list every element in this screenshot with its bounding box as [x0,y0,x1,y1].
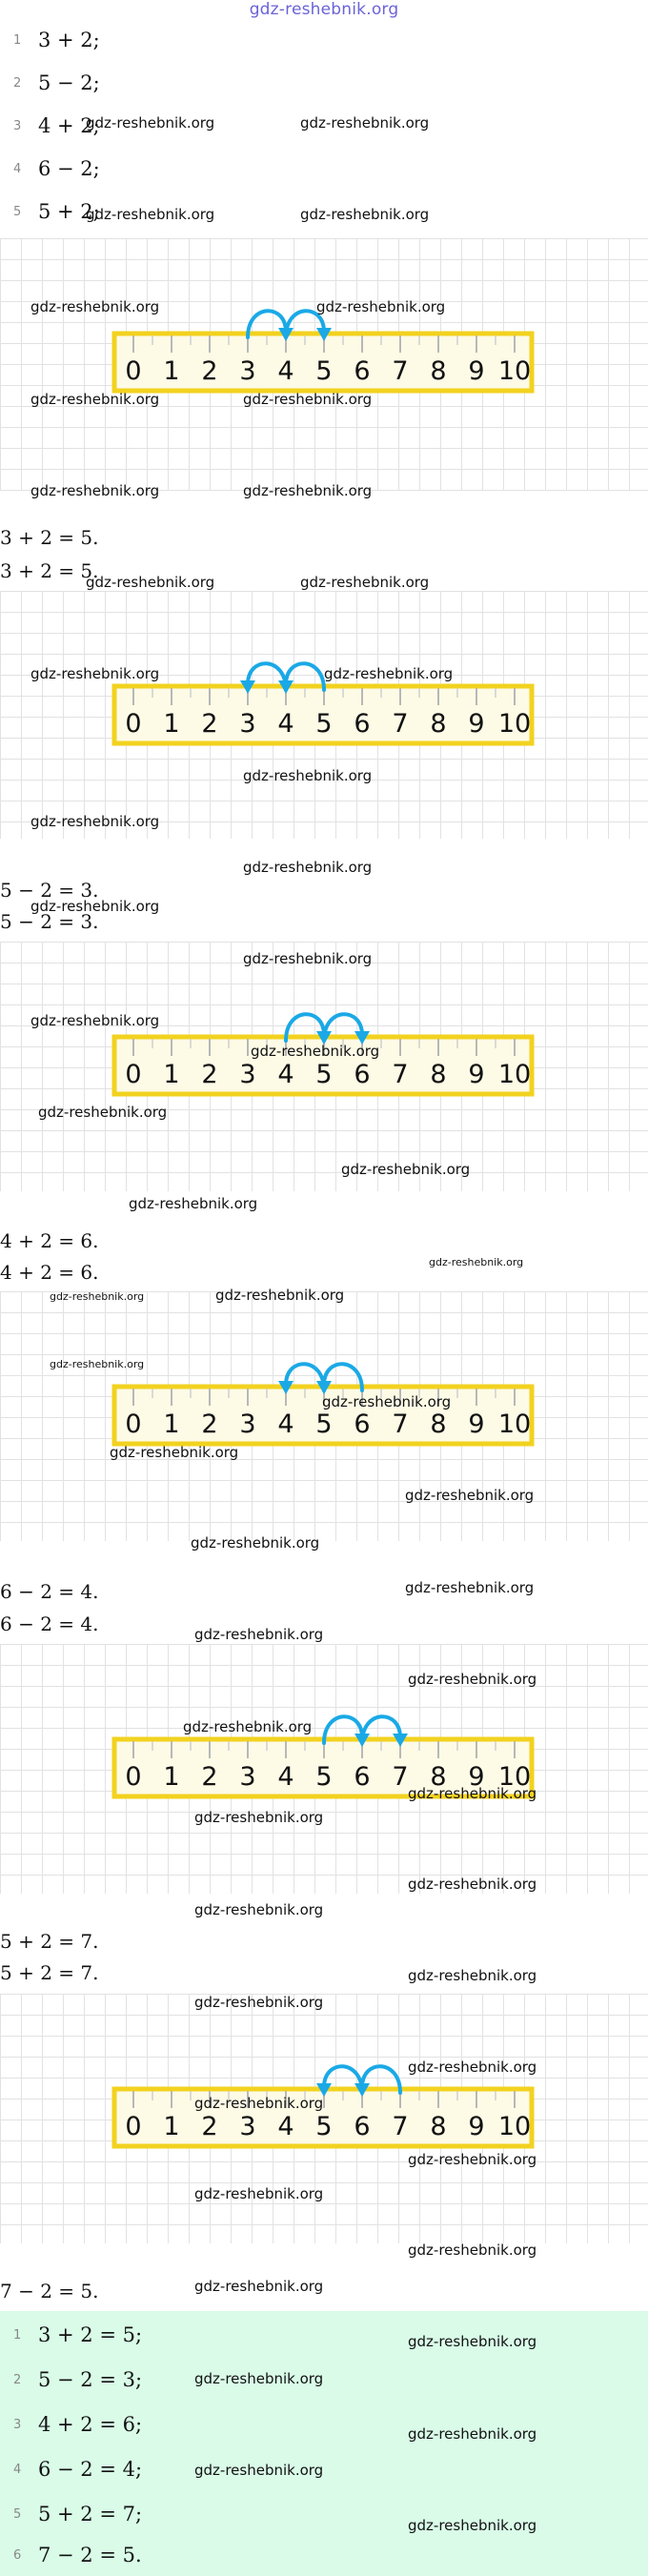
watermark: gdz-reshebnik.org [243,950,373,967]
ruler-digit: 1 [163,2112,180,2141]
ruler-digit: 2 [201,1762,218,1792]
ruler-digit: 1 [163,709,180,739]
watermark: gdz-reshebnik.org [194,2095,324,2112]
site-title[interactable]: gdz-reshebnik.org [249,0,399,19]
ruler-digit: 4 [277,2112,294,2141]
ruler-digit: 5 [315,1410,333,1439]
ruler-digit: 1 [163,1410,180,1439]
ruler-digit: 7 [392,1762,409,1792]
answer-expression: 3 + 2 = 5; [38,2323,143,2346]
ruler-digit: 8 [430,709,447,739]
watermark: gdz-reshebnik.org [129,1195,258,1212]
solution-equation: 5 − 2 = 3. [0,910,99,933]
number-line-panel [0,942,648,1191]
task-expression: 4 + 2; [38,114,100,137]
ruler-digit: 5 [315,1060,333,1089]
ruler-digit: 7 [392,356,409,386]
task-number: 5 [13,204,22,219]
watermark: gdz-reshebnik.org [30,665,160,682]
ruler-digit: 6 [354,1762,371,1792]
ruler-digit: 4 [277,1762,294,1792]
ruler-digit: 7 [392,1410,409,1439]
answer-item [13,2316,642,2354]
watermark: gdz-reshebnik.org [405,1579,535,1596]
number-line-panel [0,591,648,839]
watermark: gdz-reshebnik.org [191,1534,320,1552]
ruler-digit: 9 [468,709,485,739]
watermark: gdz-reshebnik.org [300,114,430,132]
ruler-digit: 10 [497,1060,532,1089]
ruler-digit: 5 [315,1762,333,1792]
watermark: gdz-reshebnik.org [408,2517,537,2534]
answer-expression: 5 − 2 = 3; [38,2368,143,2391]
watermark: gdz-reshebnik.org [86,206,215,223]
solution-equation: 4 + 2 = 6. [0,1229,99,1252]
watermark: gdz-reshebnik.org [243,767,373,784]
number-line-figure [0,942,648,1191]
watermark: gdz-reshebnik.org [341,1161,471,1178]
ruler-digit: 3 [239,356,256,386]
answer-number: 6 [13,2547,22,2563]
number-line-panel [0,1994,648,2243]
ruler-digit: 6 [354,2112,371,2141]
task-number: 2 [13,75,22,91]
watermark: gdz-reshebnik.org [243,391,373,408]
ruler-digit: 10 [497,1410,532,1439]
ruler-digit: 2 [201,2112,218,2141]
ruler-digit: 8 [430,1410,447,1439]
watermark: gdz-reshebnik.org [408,1876,537,1893]
watermark: gdz-reshebnik.org [316,298,446,315]
answer-number: 5 [13,2506,22,2522]
watermark: gdz-reshebnik.org [408,2151,537,2168]
watermark: gdz-reshebnik.org [408,1671,537,1688]
ruler-digit: 0 [125,1060,142,1089]
watermark: gdz-reshebnik.org [30,298,160,315]
number-line-figure [0,1994,648,2243]
ruler-digit: 2 [201,1060,218,1089]
task-number: 3 [13,118,22,133]
watermark: gdz-reshebnik.org [324,665,454,682]
ruler-digit: 9 [468,2112,485,2141]
task-expression: 3 + 2; [38,29,100,51]
watermark: gdz-reshebnik.org [50,1358,145,1370]
answer-item [13,2361,642,2399]
watermark: gdz-reshebnik.org [30,391,160,408]
ruler-digit: 2 [201,709,218,739]
ruler-digit: 7 [392,709,409,739]
ruler-digit: 5 [315,2112,333,2141]
watermark: gdz-reshebnik.org [300,574,430,591]
watermark: gdz-reshebnik.org [408,2059,537,2076]
ruler-digit: 3 [239,2112,256,2141]
task-item [13,150,642,188]
watermark: gdz-reshebnik.org [300,206,430,223]
watermark: gdz-reshebnik.org [194,1626,324,1643]
number-line-panel [0,238,648,491]
watermark: gdz-reshebnik.org [194,2370,324,2387]
ruler-digit: 9 [468,1410,485,1439]
ruler-digit: 4 [277,1410,294,1439]
watermark: gdz-reshebnik.org [194,2185,324,2202]
ruler-digit: 10 [497,356,532,386]
answer-expression: 6 − 2 = 4; [38,2458,143,2481]
ruler-digit: 6 [354,356,371,386]
watermark: gdz-reshebnik.org [183,1718,313,1735]
watermark: gdz-reshebnik.org [194,1994,324,2011]
number-line-figure [0,1644,648,1894]
ruler-digit: 3 [239,709,256,739]
watermark: gdz-reshebnik.org [194,1809,324,1826]
task-number: 4 [13,161,22,176]
answer-expression: 4 + 2 = 6; [38,2413,143,2436]
watermark: gdz-reshebnik.org [30,1012,160,1029]
solution-equation: 7 − 2 = 5. [0,2280,99,2302]
ruler-digit: 1 [163,1060,180,1089]
ruler-digit: 6 [354,1060,371,1089]
answer-item [13,2536,642,2574]
watermark: gdz-reshebnik.org [429,1256,524,1268]
ruler-digit: 9 [468,1762,485,1792]
ruler-digit: 5 [315,356,333,386]
ruler-digit: 5 [315,709,333,739]
watermark: gdz-reshebnik.org [194,2462,324,2479]
ruler-digit: 6 [354,1410,371,1439]
ruler-digit: 1 [163,1762,180,1792]
watermark: gdz-reshebnik.org [408,2333,537,2350]
watermark: gdz-reshebnik.org [194,2278,324,2295]
ruler-digit: 3 [239,1762,256,1792]
solution-equation: 6 − 2 = 4. [0,1580,99,1603]
answer-item [13,2495,642,2533]
solution-equation: 5 + 2 = 7. [0,1930,99,1953]
watermark: gdz-reshebnik.org [405,1487,535,1504]
watermark: gdz-reshebnik.org [86,114,215,132]
number-line-figure [0,591,648,839]
ruler-digit: 0 [125,2112,142,2141]
answer-number: 4 [13,2462,22,2477]
ruler-digit: 10 [497,2112,532,2141]
answer-number: 3 [13,2417,22,2432]
ruler-digit: 8 [430,356,447,386]
ruler-digit: 8 [430,1762,447,1792]
ruler-digit: 9 [468,356,485,386]
watermark: gdz-reshebnik.org [215,1287,345,1304]
watermark: gdz-reshebnik.org [408,1785,537,1802]
watermark: gdz-reshebnik.org [243,859,373,876]
watermark: gdz-reshebnik.org [86,574,215,591]
ruler-digit: 7 [392,2112,409,2141]
ruler-digit: 4 [277,709,294,739]
watermark: gdz-reshebnik.org [408,2241,537,2259]
watermark: gdz-reshebnik.org [38,1104,168,1121]
answer-expression: 5 + 2 = 7; [38,2503,143,2525]
task-number: 1 [13,32,22,48]
answer-expression: 7 − 2 = 5. [38,2544,142,2566]
answer-item [13,2450,642,2488]
task-expression: 5 + 2; [38,200,100,223]
watermark: gdz-reshebnik.org [408,2425,537,2443]
solution-equation: 4 + 2 = 6. [0,1261,99,1284]
answer-number: 2 [13,2372,22,2387]
watermark: gdz-reshebnik.org [243,482,373,499]
ruler-digit: 0 [125,709,142,739]
ruler-digit: 0 [125,1410,142,1439]
ruler-digit: 10 [497,1762,532,1792]
answer-item [13,2405,642,2444]
task-item [13,64,642,102]
ruler-digit: 1 [163,356,180,386]
ruler-digit: 3 [239,1060,256,1089]
solution-equation: 3 + 2 = 5. [0,559,99,582]
number-line-figure [0,1291,648,1541]
task-expression: 5 − 2; [38,71,100,94]
watermark: gdz-reshebnik.org [50,1290,145,1303]
watermark: gdz-reshebnik.org [194,1901,324,1918]
watermark: gdz-reshebnik.org [30,482,160,499]
ruler-digit: 8 [430,2112,447,2141]
ruler-digit: 4 [277,356,294,386]
ruler-digit: 8 [430,1060,447,1089]
solution-equation: 6 − 2 = 4. [0,1613,99,1635]
answer-number: 1 [13,2327,22,2343]
solution-equation: 5 − 2 = 3. [0,879,99,902]
watermark: gdz-reshebnik.org [110,1444,239,1461]
number-line-panel [0,1644,648,1894]
watermark: gdz-reshebnik.org [30,898,160,915]
ruler-digit: 9 [468,1060,485,1089]
ruler-digit: 10 [497,709,532,739]
ruler-digit: 6 [354,709,371,739]
ruler-digit: 0 [125,356,142,386]
watermark: gdz-reshebnik.org [322,1393,452,1410]
watermark: gdz-reshebnik.org [251,1043,380,1060]
task-item [13,21,642,59]
number-line-panel [0,1291,648,1541]
solution-equation: 5 + 2 = 7. [0,1961,99,1984]
ruler-digit: 7 [392,1060,409,1089]
ruler-digit: 4 [277,1060,294,1089]
watermark: gdz-reshebnik.org [408,1967,537,1984]
task-expression: 6 − 2; [38,157,100,180]
solution-equation: 3 + 2 = 5. [0,526,99,549]
watermark: gdz-reshebnik.org [30,813,160,830]
ruler-digit: 3 [239,1410,256,1439]
number-line-figure [0,238,648,491]
ruler-digit: 2 [201,356,218,386]
ruler-digit: 0 [125,1762,142,1792]
answers-block [0,2311,648,2576]
ruler-digit: 2 [201,1410,218,1439]
